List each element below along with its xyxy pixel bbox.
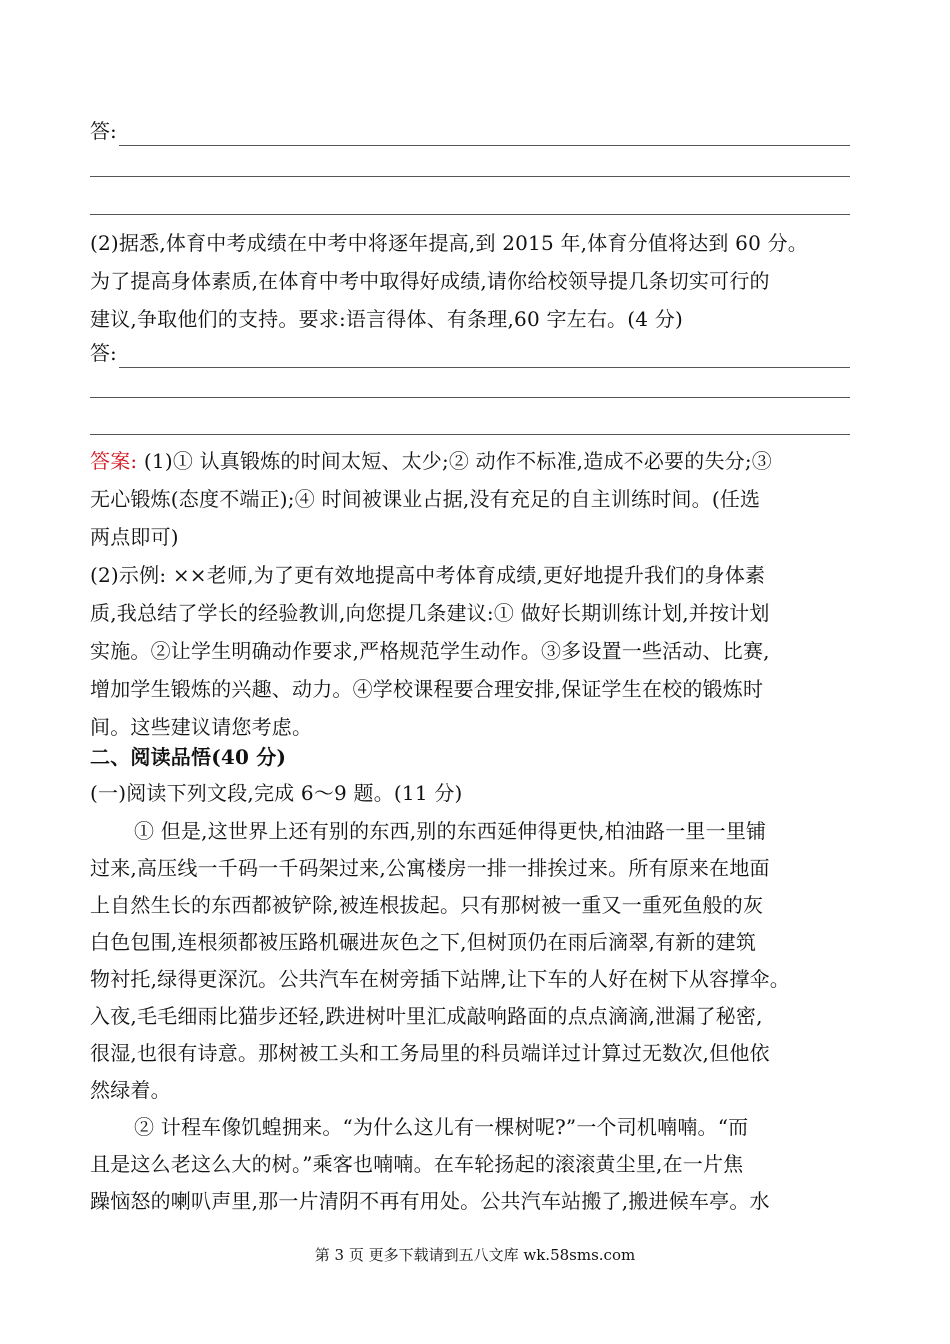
page-footer: 第 3 页 更多下载请到五八文库 wk.58sms.com bbox=[314, 1246, 636, 1264]
paragraph-1-line: 很湿,也很有诗意。那树被工头和工务局里的科员端详过计算过无数次,但他依 bbox=[90, 1041, 770, 1065]
answer-prefix: 答: bbox=[90, 341, 117, 365]
paragraph-2-line: ② 计程车像饥蝗拥来。“为什么这儿有一棵树呢?”一个司机喃喃。“而 bbox=[134, 1115, 749, 1139]
solution-line: 质,我总结了学长的经验教训,向您提几条建议:① 做好长期训练计划,并按计划 bbox=[90, 601, 770, 625]
paragraph-1-line: 物衬托,绿得更深沉。公共汽车在树旁插下站牌,让下车的人好在树下从容撑伞。 bbox=[90, 967, 790, 991]
section-subheading: (一)阅读下列文段,完成 6～9 题。(11 分) bbox=[90, 781, 463, 805]
solution-line: 间。这些建议请您考虑。 bbox=[90, 715, 313, 739]
solution-line: 两点即可) bbox=[90, 525, 179, 549]
solution-line: 无心锻炼(态度不端正);④ 时间被课业占据,没有充足的自主训练时间。(任选 bbox=[90, 487, 761, 511]
solution-line: (2)示例: ××老师,为了更有效地提高中考体育成绩,更好地提升我们的身体素 bbox=[90, 563, 766, 587]
question-2-line: (2)据悉,体育中考成绩在中考中将逐年提高,到 2015 年,体育分值将达到 60 分。 bbox=[90, 231, 808, 255]
blank-answer-line bbox=[90, 397, 850, 398]
answer-prefix: 答: bbox=[90, 119, 117, 143]
paragraph-1-line: ① 但是,这世界上还有别的东西,别的东西延伸得更快,柏油路一里一里铺 bbox=[134, 819, 767, 843]
answer-fill-line bbox=[119, 117, 850, 146]
blank-answer-line bbox=[90, 434, 850, 435]
blank-answer-line bbox=[90, 214, 850, 215]
solution-line bbox=[90, 442, 860, 480]
paragraph-2-line: 且是这么老这么大的树。”乘客也喃喃。在车轮扬起的滚滚黄尘里,在一片焦 bbox=[90, 1152, 744, 1176]
question-2-line: 为了提高身体素质,在体育中考中取得好成绩,请你给校领导提几条切实可行的 bbox=[90, 269, 770, 293]
answer-line-q2[interactable] bbox=[90, 330, 850, 368]
paragraph-2-line: 躁恼怒的喇叭声里,那一片清阴不再有用处。公共汽车站搬了,搬进候车亭。水 bbox=[90, 1189, 770, 1213]
paragraph-1-line: 白色包围,连根须都被压路机碾进灰色之下,但树顶仍在雨后滴翠,有新的建筑 bbox=[90, 930, 757, 954]
paragraph-1-line: 然绿着。 bbox=[90, 1078, 171, 1102]
answer-fill-line bbox=[119, 339, 850, 368]
solution-line: 实施。②让学生明确动作要求,严格规范学生动作。③多设置一些活动、比赛, bbox=[90, 639, 770, 663]
section-heading: 二、阅读品悟(40 分) bbox=[90, 745, 287, 769]
solution-label: 答案: bbox=[90, 449, 138, 473]
blank-answer-line bbox=[90, 176, 850, 177]
paragraph-1-line: 入夜,毛毛细雨比猫步还轻,跌进树叶里汇成敲响路面的点点滴滴,泄漏了秘密, bbox=[90, 1004, 763, 1028]
paragraph-1-line: 上自然生长的东西都被铲除,被连根拔起。只有那树被一重又一重死鱼般的灰 bbox=[90, 893, 764, 917]
solution-line: 增加学生锻炼的兴趣、动力。④学校课程要合理安排,保证学生在校的锻炼时 bbox=[90, 677, 764, 701]
solution-text: (1)① 认真锻炼的时间太短、太少;② 动作不标准,造成不必要的失分;③ bbox=[137, 449, 772, 473]
question-2-line: 建议,争取他们的支持。要求:语言得体、有条理,60 字左右。(4 分) bbox=[90, 307, 683, 331]
answer-line-q1[interactable] bbox=[90, 108, 850, 146]
paragraph-1-line: 过来,高压线一千码一千码架过来,公寓楼房一排一排挨过来。所有原来在地面 bbox=[90, 856, 770, 880]
